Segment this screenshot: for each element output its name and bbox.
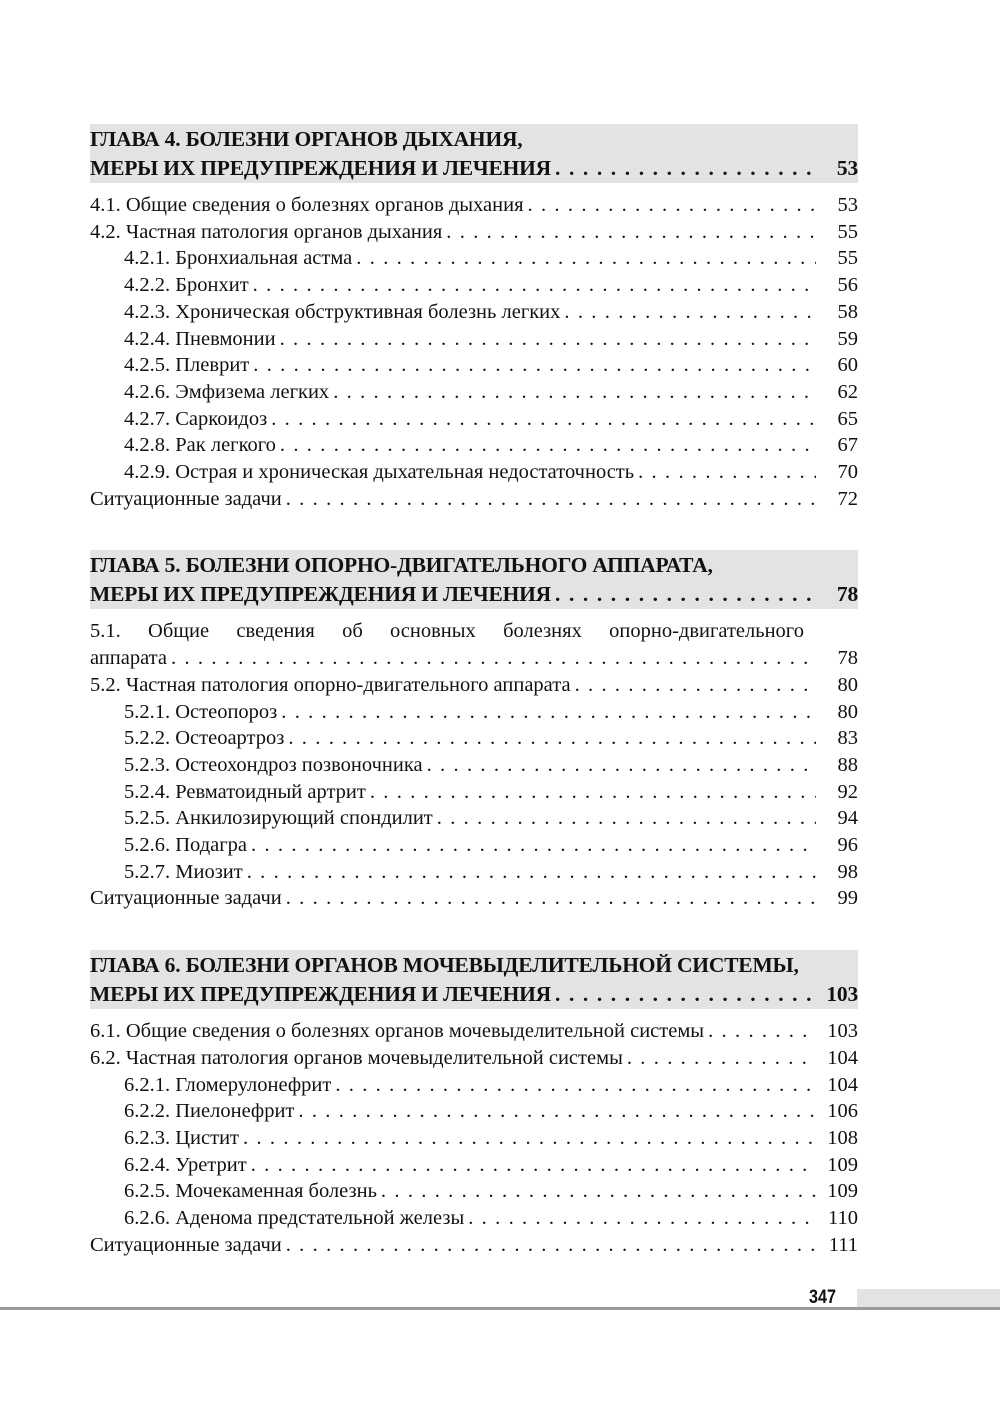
entry-page: 88 <box>837 753 858 776</box>
chapter-items <box>90 1018 858 1258</box>
entry-page: 83 <box>837 727 858 750</box>
entry-page: 60 <box>837 354 858 377</box>
toc-entry <box>90 1125 858 1152</box>
table-of-contents <box>90 124 858 1297</box>
chapter-title-line1: ГЛАВА 6. БОЛЕЗНИ ОРГАНОВ МОЧЕВЫДЕЛИТЕЛЬНОЙ СИСТЕМЫ, <box>90 953 799 978</box>
entry-title: 4.2.2. Бронхит <box>124 274 249 297</box>
toc-entry <box>90 272 858 299</box>
chapter-heading <box>90 550 858 609</box>
leader-dots <box>284 725 816 752</box>
chapter-title-line1: ГЛАВА 5. БОЛЕЗНИ ОПОРНО-ДВИГАТЕЛЬНОГО АППАРАТА, <box>90 553 713 578</box>
toc-entry <box>90 1045 858 1072</box>
leader-dots <box>551 154 816 183</box>
toc-entry <box>90 352 858 379</box>
leader-dots <box>294 1098 816 1125</box>
entry-title: аппарата <box>90 647 167 670</box>
toc-entry <box>90 699 858 726</box>
leader-dots <box>560 299 816 326</box>
chapter-items <box>90 618 858 912</box>
chapter-page: 78 <box>836 582 858 607</box>
footer-rule <box>0 1307 1000 1310</box>
chapter-title-line2: МЕРЫ ИХ ПРЕДУПРЕЖДЕНИЯ И ЛЕЧЕНИЯ <box>90 582 551 607</box>
entry-page: 59 <box>837 327 858 350</box>
entry-title: 5.2.5. Анкилозирующий спондилит <box>124 807 433 830</box>
leader-dots <box>623 1045 816 1072</box>
leader-dots <box>247 1152 816 1179</box>
entry-title: 6.2.5. Мочекаменная болезнь <box>124 1180 377 1203</box>
entry-page: 109 <box>827 1180 858 1203</box>
toc-entry <box>90 752 858 779</box>
chapter-page: 53 <box>836 156 858 180</box>
leader-dots <box>704 1018 816 1045</box>
leader-dots <box>366 779 816 806</box>
entry-title: 4.2.5. Плеврит <box>124 354 250 377</box>
toc-entry <box>90 725 858 752</box>
entry-title: 6.2.4. Уретрит <box>124 1153 247 1176</box>
toc-entry <box>90 219 858 246</box>
toc-entry <box>90 885 858 912</box>
entry-page: 106 <box>827 1100 858 1123</box>
entry-title: 4.2.4. Пневмонии <box>124 327 276 350</box>
footer-bar <box>857 1289 1000 1307</box>
entry-word: 5.1. <box>90 620 121 643</box>
leader-dots <box>239 1125 816 1152</box>
toc-entry <box>90 299 858 326</box>
toc-entry <box>90 1098 858 1125</box>
leader-dots <box>571 672 816 699</box>
leader-dots <box>277 699 816 726</box>
chapter-title-line2: МЕРЫ ИХ ПРЕДУПРЕЖДЕНИЯ И ЛЕЧЕНИЯ <box>90 982 551 1007</box>
toc-entry <box>90 1205 858 1232</box>
entry-title: 5.2. Частная патология опорно-двигательного аппарата <box>90 673 571 696</box>
entry-title: 4.2.9. Острая и хроническая дыхательная недостаточность <box>124 461 635 484</box>
entry-page: 96 <box>837 834 858 857</box>
toc-entry <box>90 432 858 459</box>
leader-dots <box>551 980 816 1009</box>
chapter-title-line2: МЕРЫ ИХ ПРЕДУПРЕЖДЕНИЯ И ЛЕЧЕНИЯ <box>90 156 551 180</box>
entry-word: опорно-двигательного <box>609 620 804 643</box>
entry-page: 80 <box>837 700 858 723</box>
page-number: 347 <box>809 1287 836 1308</box>
entry-word: об <box>342 620 363 643</box>
leader-dots <box>377 1178 816 1205</box>
toc-entry <box>90 805 858 832</box>
leader-dots <box>249 352 816 379</box>
entry-page: 80 <box>837 673 858 696</box>
chapter-4 <box>90 124 858 512</box>
toc-entry <box>90 245 858 272</box>
leader-dots <box>282 486 816 513</box>
entry-page: 98 <box>837 860 858 883</box>
entry-title: 4.2.1. Бронхиальная астма <box>124 247 353 270</box>
entry-title: 5.2.3. Остеохондроз позвоночника <box>124 753 423 776</box>
chapter-items <box>90 192 858 512</box>
chapter-title-row <box>90 580 858 609</box>
leader-dots <box>329 379 816 406</box>
leader-dots <box>282 1232 816 1259</box>
leader-dots <box>267 406 816 433</box>
entry-title: 6.2.1. Гломерулонефрит <box>124 1073 332 1096</box>
toc-entry-wrapped-line2 <box>90 645 858 672</box>
entry-page: 99 <box>837 887 858 910</box>
toc-entry <box>90 779 858 806</box>
toc-entry <box>90 379 858 406</box>
leader-dots <box>464 1205 816 1232</box>
toc-entry <box>90 1152 858 1179</box>
leader-dots <box>247 832 816 859</box>
entry-page: 53 <box>837 194 858 216</box>
chapter-title-line1: ГЛАВА 4. БОЛЕЗНИ ОРГАНОВ ДЫХАНИЯ, <box>90 127 523 151</box>
toc-entry-wrapped-line1 <box>90 618 858 645</box>
entry-page: 62 <box>837 380 858 403</box>
entry-title: Ситуационные задачи <box>90 1233 282 1256</box>
leader-dots <box>634 459 816 486</box>
chapter-page: 103 <box>826 982 858 1007</box>
toc-entry <box>90 859 858 886</box>
entry-word: сведения <box>236 620 315 643</box>
entry-title: 5.2.4. Ревматоидный артрит <box>124 780 366 803</box>
entry-page: 67 <box>837 434 858 457</box>
leader-dots <box>551 580 816 609</box>
toc-entry <box>90 1232 858 1259</box>
toc-entry <box>90 1018 858 1045</box>
entry-title: 4.1. Общие сведения о болезнях органов дыхания <box>90 194 524 216</box>
entry-page: 94 <box>837 807 858 830</box>
leader-dots <box>276 432 816 459</box>
entry-title: 4.2.6. Эмфизема легких <box>124 380 330 403</box>
chapter-heading <box>90 950 858 1009</box>
toc-entry <box>90 672 858 699</box>
toc-entry <box>90 192 858 219</box>
toc-entry <box>90 459 858 486</box>
entry-title: 5.2.2. Остеоартроз <box>124 727 285 750</box>
entry-title: 5.2.1. Остеопороз <box>124 700 278 723</box>
entry-page: 108 <box>827 1126 858 1149</box>
entry-page: 111 <box>828 1233 858 1256</box>
entry-page: 72 <box>837 487 858 510</box>
chapter-6 <box>90 950 858 1258</box>
entry-title: 4.2. Частная патология органов дыхания <box>90 220 443 243</box>
entry-page: 103 <box>827 1020 858 1043</box>
entry-title: 5.2.7. Миозит <box>124 860 243 883</box>
entry-word: болезнях <box>503 620 582 643</box>
entry-page: 58 <box>837 300 858 323</box>
entry-word: основных <box>390 620 476 643</box>
leader-dots <box>243 859 816 886</box>
toc-entry <box>90 406 858 433</box>
leader-dots <box>331 1072 816 1099</box>
toc-entry <box>90 326 858 353</box>
entry-page: 110 <box>828 1207 858 1230</box>
chapter-heading <box>90 124 858 183</box>
toc-entry <box>90 1178 858 1205</box>
entry-page: 70 <box>837 461 858 484</box>
entry-page: 92 <box>837 780 858 803</box>
entry-title: 6.2.6. Аденома предстательной железы <box>124 1207 465 1230</box>
leader-dots <box>282 885 816 912</box>
entry-title: 6.2.2. Пиелонефрит <box>124 1100 295 1123</box>
toc-entry <box>90 1072 858 1099</box>
entry-title: 4.2.7. Саркоидоз <box>124 407 268 430</box>
entry-page: 104 <box>827 1073 858 1096</box>
entry-title: 4.2.3. Хроническая обструктивная болезнь легких <box>124 300 561 323</box>
entry-word: Общие <box>148 620 210 643</box>
entry-title: 6.1. Общие сведения о болезнях органов мочевыделительной системы <box>90 1020 705 1043</box>
entry-title: 4.2.8. Рак легкого <box>124 434 276 457</box>
toc-entry <box>90 486 858 513</box>
entry-title: Ситуационные задачи <box>90 487 282 510</box>
entry-page: 55 <box>837 220 858 243</box>
leader-dots <box>442 219 816 246</box>
entry-page: 109 <box>827 1153 858 1176</box>
leader-dots <box>276 326 816 353</box>
leader-dots <box>423 752 816 779</box>
leader-dots <box>167 645 816 672</box>
chapter-5 <box>90 550 858 912</box>
chapter-title-row <box>90 154 858 183</box>
entry-title: Ситуационные задачи <box>90 887 282 910</box>
entry-page: 104 <box>827 1046 858 1069</box>
entry-page: 56 <box>837 274 858 297</box>
entry-page: 65 <box>837 407 858 430</box>
entry-page: 78 <box>837 647 858 670</box>
entry-page: 55 <box>837 247 858 270</box>
entry-title: 6.2.3. Цистит <box>124 1126 240 1149</box>
toc-entry <box>90 832 858 859</box>
leader-dots <box>433 805 816 832</box>
leader-dots <box>352 245 816 272</box>
leader-dots <box>249 272 816 299</box>
chapter-title-row <box>90 980 858 1009</box>
entry-title: 6.2. Частная патология органов мочевыделительной системы <box>90 1046 623 1069</box>
leader-dots <box>524 192 816 219</box>
entry-title: 5.2.6. Подагра <box>124 834 247 857</box>
